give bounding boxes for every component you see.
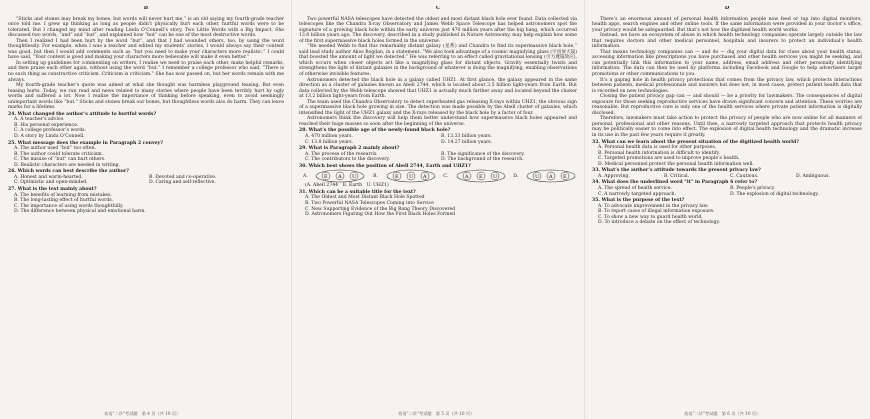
question-31: 31. Which can be a suitable title for the text? (299, 189, 416, 195)
option: D. The background of the research. (441, 157, 524, 163)
option: B. Personal health information is difficult to identify. (598, 150, 721, 156)
svg-text:A: A (464, 174, 469, 181)
option: A. The Oldest and Most Distant Black Hole Spotted (305, 195, 425, 201)
passage-paragraph: Then I realized I had been hurt by the word “but”, and that I had wounded others, too, by using the word thoughtlessly. For example, when I was a teacher and edited my students’ stories, I would always say their content was good, but then I would add comments such as “but you need to make your characters more realistic.” I could have said, “Your content is good and making your characters more believable will make it even better.” (8, 38, 284, 61)
question-35: 35. What is the purpose of the text? (592, 198, 685, 204)
svg-text:U: U (534, 174, 540, 181)
diagram-d (525, 169, 577, 183)
option: A. A teacher’s advice. (14, 117, 65, 123)
passage-paragraph: It’s a gaping hole in health privacy protections that comes from the privacy law, which protects interactions between patients, medical professionals and insurers but does not, in most cases, protect patient health data that is recorded on new technologies. (592, 77, 862, 94)
question-30: 30. Which best shows the position of Abell 2744, Earth and UHZ1? (299, 163, 471, 169)
question-26: 26. Which words can best describe the author? (8, 169, 129, 175)
question-24: 24. What changed the author’s attitude to hurtful words? (8, 111, 157, 117)
option: B. People’s privacy. (730, 185, 776, 191)
option-row (592, 192, 862, 198)
question-28: 28. What’s the possible age of the newly-found black hole? (299, 128, 451, 134)
option: C. 13.8 billion years. (305, 139, 354, 145)
option: B. To report cases of illegal information exposure. (598, 209, 715, 215)
passage-paragraph: Instead, we have an ecosystem of abuse in which health technology companies operate largely outside the law that requires doctors and other medical personnel, hospitals and insurers to protect an individual’s health information. (592, 33, 862, 50)
option: D. The difference between physical and emotional harm. (14, 209, 146, 215)
option: C. The misuse of “but” can hurt others. (14, 157, 106, 163)
passage-paragraph: In setting up guidelines for commenting on writers, I realize we need to praise each other, make helpful remarks, and then praise each other again, without using the word “but.” I remember a college professor who said, “There is no such thing as constructive criticism. Criticism is criticism.” She has now passed on, but her words remain with me always. (8, 60, 284, 83)
option: C. The contributors to the discovery. (305, 157, 390, 163)
svg-text:E: E (562, 174, 567, 181)
option: B. The long-lasting effect of hurtful words. (14, 198, 114, 204)
option: D. To introduce a debate on the effect of technology. (598, 220, 720, 226)
svg-text:E: E (394, 174, 399, 181)
svg-text:A: A (422, 174, 427, 181)
question-32: 32. What can we learn about the present situation of the digitized health world? (592, 139, 799, 145)
page-footer: 英语“二诊”考试题 第 6 页（共 10 页） (684, 411, 761, 416)
passage-paragraph: Astronomers think the discovery will help them better understand how supermassive black holes appeared and reached their huge masses so soon after the beginning of the universe. (299, 116, 577, 127)
passage-paragraph: Therefore, lawmakers must take action to protect the privacy of people who are now online for all manners of personal, professional and other reasons. Until then, a narrowly targeted approach that protects health privacy may be politically easier to come into effect. The explosion of digital health technology and the dramatic increase in its use in the past few years require it greatly. (592, 116, 862, 139)
column-divider (584, 0, 585, 419)
option: B. Two Powerful NASA Telescopes Coming into Service (305, 200, 434, 206)
diagram-key: (A. Abell 2744 E. Earth U. UHZ1) (305, 183, 389, 189)
section-heading: B (143, 6, 149, 11)
svg-text:U: U (492, 174, 497, 181)
option: D. Ambiguous. (796, 173, 830, 179)
option-row (592, 174, 862, 180)
option-row (299, 157, 577, 163)
section-b-column (8, 6, 284, 404)
passage-paragraph: There’s an enormous amount of personal health information people now feed or tap into digital monitors, health apps, search engines and other online tools. If the same information were provided in your doctor’s office, your privacy would be safeguarded. But that’s not how the digitized health world works. (592, 16, 862, 33)
passage-paragraph: My fourth-grade teacher’s quote was aimed at what she thought was harmless playground teasing. But even teasing hurts. Today, we run read and news related to many stories where people have been terribly hurt by ugly words and suffered a lot. Now I realize the importance of thinking before speaking, even to avoid seemingly unimportant words like “but.” Sticks and stones break our bones, but thoughtless words also do harm. They can leave marks for a lifetime. (8, 83, 284, 111)
question-33: 33. What’s the author’s attitude towards the present privacy law? (592, 168, 761, 174)
passage-paragraph: “We needed Webb to find this remarkably distant galaxy (星系) and Chandra to find its supermassive black hole,” said lead study author Akos Bogdan, in a statement. “We also took advantage of a cosmic magnifying glass (宇宙放大镜) that boosted the amount of light we detected.” He was referring to an effect called gravitational lensing (引力透镜效应), which occurs when closer objects act like a magnifying glass for distant objects. Gravity essentially twists and strengthens the light of distant galaxies in the background of whatever is doing the magnifying, enabling observations of otherwise invisible features. (299, 44, 577, 78)
svg-text:E: E (478, 174, 483, 181)
option: B. The significance of the discovery. (441, 151, 525, 157)
option: B. 13.33 billion years. (441, 134, 492, 140)
question-34: 34. What does the underlined word “it” in Paragraph 6 refer to? (592, 180, 758, 186)
diagram-b (385, 169, 437, 183)
diagram-c (455, 169, 507, 183)
svg-text:U: U (408, 174, 413, 181)
section-c-column (299, 6, 577, 404)
option: A. Personal health data is used for other purposes. (598, 145, 717, 151)
question-27: 27. What is the text mainly about? (8, 186, 97, 192)
option: C. A college professor’s words. (14, 128, 87, 134)
option: C. New Supporting Evidence of the Big Bang Theory Discovered (305, 206, 456, 212)
option: C. The importance of using words thoughtfully. (14, 203, 124, 209)
section-d-column (592, 6, 862, 404)
passage-paragraph: Two powerful NASA telescopes have detected the oldest and most distant black hole ever found. Data collected via telescopes like the Chandra X-ray Observatory and James Webb Space Telescope has helped astronomers spot the signature of a growing black hole within the early universe just 470 million years after the big bang, which occurred 13.8 billion years ago. The discovery, described in a study published in Nature Astronomy, may help explain how some of the first supermassive black holes formed in the universe. (299, 16, 577, 44)
option: D. Medical personnel protect the personal health information well. (598, 161, 754, 167)
passage-paragraph: Closing the patient privacy gap can — and should — be a priority for lawmakers. The consequences of digital exposure for those seeking reproductive services have drawn significant concern and attention. These worries are reasonable. But reproductive care is only one of the health services where private patient information is digitally disclosed. (592, 94, 862, 116)
diagram-a (314, 169, 366, 183)
option-row (8, 180, 284, 186)
column-divider (291, 0, 292, 419)
option-label: B. (373, 173, 378, 179)
option: D. 14.27 billion years. (441, 139, 493, 145)
option: C. Cautious. (730, 173, 759, 179)
svg-text:A: A (548, 174, 553, 181)
option: B. The author could tolerate criticism. (14, 151, 104, 157)
position-diagrams (299, 169, 577, 183)
svg-text:U: U (352, 174, 357, 181)
passage-paragraph: Astronomers detected the black hole in a galaxy called UHZ1. At first glance, the galaxy appeared in the same direction as a cluster of galaxies known as Abell 2744, which is located about 3.5 billion light-years from Earth. But data collected by the Webb telescope showed that UHZ1 is actually much farther away and located beyond the cluster at 13.2 billion light-years from Earth. (299, 77, 577, 100)
option: A. The benefits of learning from mistakes. (14, 192, 112, 198)
option: D. Astronomers Figuring Out How the First Black Holes Formed (305, 212, 456, 218)
section-heading: C (435, 6, 441, 11)
passage-paragraph: The team used the Chandra Observatory to detect superheated gas releasing X-rays within UHZ1, the obvious sign of a supermassive black hole growing in size. The detection was made possible by the Abell cluster of galaxies, which intensified the light of the UHZ1 galaxy and the X-rays released by the black hole by a factor of four. (299, 99, 577, 116)
option: C. To show a new way to guard health world. (598, 214, 703, 220)
option: C. A narrowly targeted approach. (598, 191, 677, 197)
option: A. The spread of health service. (598, 185, 672, 191)
option: C. Targeted promotions are used to improve people’s health. (598, 156, 740, 162)
passage-paragraph: “Sticks and stones may break my bones, but words will never hurt me,” is an old saying my fourth-grade teacher once told me. I grew up thinking as long as people didn’t physically hurt each other, hurtful words were to be tolerated. But I changed my mind after reading Linda O’Connell’s story, Two Little Words with a Big Impact. She discussed two words, “and” and “but”, and explained how “but” can be one of the most destructive words. (8, 16, 284, 39)
option: D. A story by Linda O’Connell. (14, 134, 85, 140)
option: D. Realistic characters are needed in writing. (14, 162, 121, 168)
svg-text:E: E (324, 174, 329, 181)
question-25: 25. What message does the example in Paragraph 2 convey? (8, 140, 163, 146)
option: D. Caring and self-reflective. (149, 180, 216, 186)
option: A. The process of the research. (305, 151, 378, 157)
option: A. Approving. (598, 173, 630, 179)
option: C. Optimistic and open-minded. (14, 180, 88, 186)
option: A. Honest and warm-hearted. (14, 174, 83, 180)
option: D. The explosion of digital technology. (730, 191, 819, 197)
passage-paragraph: That means technology companies can — and do — dig your digital data for clues about your health status, accessing information like prescriptions you have purchased and other health services you might be seeking, and can potentially link this information to your name, address, email address and other personally identifying information. The data can then be used by platforms including Facebook and Google to help advertisers target promotions or other communications to you. (592, 49, 862, 78)
question-29: 29. What is Paragraph 2 mainly about? (299, 146, 400, 152)
option-label: A. (303, 173, 308, 179)
option: B. His personal experience. (14, 122, 79, 128)
option: A. To advocate improvement in the privacy law. (598, 203, 709, 209)
option-row (299, 140, 577, 146)
option-label: D. (513, 173, 519, 179)
option: B. Devoted and co-operative. (149, 174, 217, 180)
option: B. Critical. (664, 173, 690, 179)
page-footer: 英语“二诊”考试题 第 4 页（共 10 页） (104, 411, 181, 416)
svg-text:A: A (338, 174, 343, 181)
option: A. The author used “but” too often. (14, 146, 96, 152)
page-footer: 英语“二诊”考试题 第 5 页（共 10 页） (398, 411, 475, 416)
option: A. 470 million years. (305, 134, 353, 140)
section-heading: D (724, 6, 730, 11)
option-label: C. (443, 173, 448, 179)
